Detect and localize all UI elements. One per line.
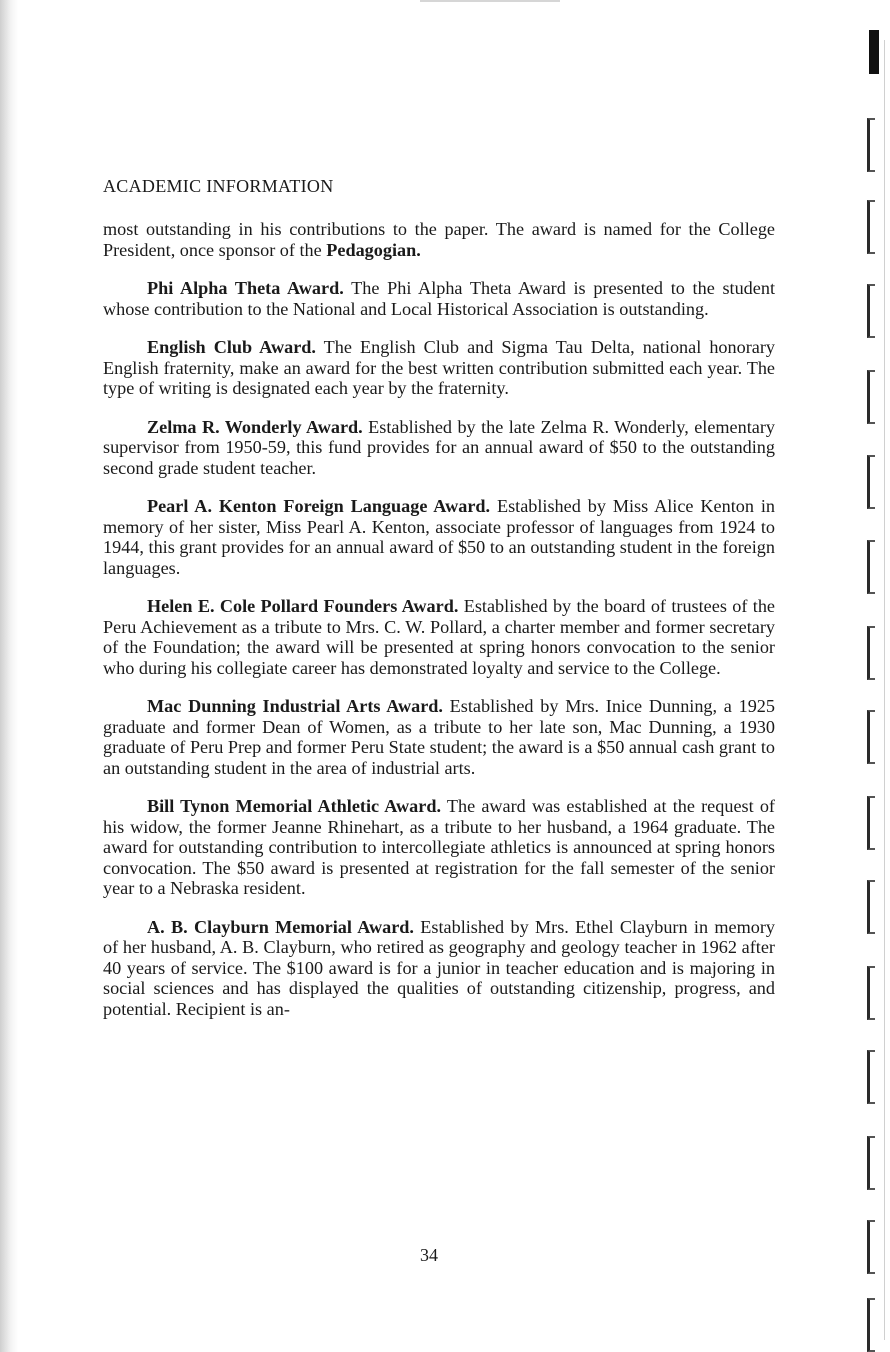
index-tab-marker: [867, 710, 875, 764]
index-tab-marker: [867, 626, 875, 680]
paragraph-text: Established by Mrs. Ethel Clayburn in memory of her husband, A. B. Clayburn, who retired as geography and geology teacher in 1962 after 40 years of service. The $100 award is for a junior in teacher education and is majoring in social sciences and has displayed the qualities of outstanding citizenship, progress, and potential. Recipient is an-: [103, 916, 775, 1019]
award-title: Mac Dunning Industrial Arts Award.: [147, 696, 443, 716]
paragraph-text: Established by Mrs. Inice Dunning, a 1925 graduate and former Dean of Women, as a tribute to her late son, Mac Dunning, a 1930 graduate of Peru Prep and former Peru State student; the award is a $50 annual cash grant to an outstanding student in the area of industrial arts.: [103, 696, 775, 778]
paragraph-phi-alpha-theta: [103, 278, 775, 319]
paragraph-text: Established by the board of trustees of the Peru Achievement as a tribute to Mrs. C. W. Pollard, a charter member and former secretary of the Foundation; the award will be presented at spring honors convocation to the senior who during his collegiate career has demonstrated loyalty and service to the College.: [103, 596, 775, 678]
index-tab-marker: [867, 796, 875, 850]
award-title: Bill Tynon Memorial Athletic Award.: [147, 796, 442, 816]
paragraph-text: The English Club and Sigma Tau Delta, national honorary English fraternity, make an award for the best written contribution submitted each year. The type of writing is designated each year by the fraternity.: [103, 337, 775, 398]
index-tab-marker: [867, 966, 875, 1020]
index-tab-marker: [867, 200, 875, 254]
award-title: Phi Alpha Theta Award.: [147, 278, 344, 298]
paragraph-wonderly: [103, 417, 775, 479]
index-tab-marker: [867, 1050, 875, 1104]
award-title: English Club Award.: [147, 337, 316, 357]
page-number: 34: [420, 1245, 438, 1265]
paragraph-text: Established by Miss Alice Kenton in memory of her sister, Miss Pearl A. Kenton, associate professor of languages from 1924 to 1944, this grant provides for an annual award of $50 to an outstanding student in the foreign languages.: [103, 496, 775, 578]
paragraph-text: The Phi Alpha Theta Award is presented to the student whose contribution to the National and Local Historical Association is outstanding.: [103, 278, 775, 319]
paragraph-dunning: [103, 696, 775, 778]
award-title: Zelma R. Wonderly Award.: [147, 416, 363, 437]
top-rule: [420, 0, 560, 2]
index-tab-marker: [867, 284, 875, 338]
index-tab-marker: [869, 30, 879, 74]
index-tab-marker: [867, 1298, 875, 1352]
index-tab-marker: [867, 880, 875, 934]
index-tab-marker: [867, 370, 875, 424]
running-header: ACADEMIC INFORMATION: [103, 176, 334, 196]
newspaper-title: Pedagogian.: [326, 239, 421, 260]
index-tab-marker: [867, 1136, 875, 1190]
paragraph-clayburn: [103, 917, 775, 1020]
index-tab-marker: [867, 1220, 875, 1274]
paragraph-text: The award was established at the request of his widow, the former Jeanne Rhinehart, as a tribute to her husband, a 1964 graduate. The award for outstanding contribution to intercollegiate athletics is announced at spring honors convocation. The $50 award is presented at registration for the fall semester of the senior year to a Nebraska resident.: [103, 796, 775, 898]
paragraph-kenton: [103, 496, 775, 578]
paragraph-english-club: [103, 337, 775, 399]
thumb-index-tabs: [855, 0, 890, 1352]
paragraph-pollard: [103, 596, 775, 678]
award-title: A. B. Clayburn Memorial Award.: [147, 916, 414, 937]
award-title: Pearl A. Kenton Foreign Language Award.: [147, 496, 491, 516]
paragraph-text: Established by the late Zelma R. Wonderly, elementary supervisor from 1950-59, this fund provides for an annual award of $50 to the outstanding second grade student teacher.: [103, 416, 775, 478]
body-text: [103, 219, 775, 1037]
index-tab-marker: [867, 455, 875, 509]
award-title: Helen E. Cole Pollard Founders Award.: [147, 596, 459, 616]
paragraph-tynon: [103, 796, 775, 899]
paragraph-text: most outstanding in his contributions to the paper. The award is named for the College President, once sponsor of the: [103, 219, 775, 260]
index-tab-marker: [867, 540, 875, 594]
paragraph-continuation: [103, 219, 775, 260]
index-tab-marker: [867, 118, 875, 172]
page-binding-shadow: [0, 0, 18, 1352]
